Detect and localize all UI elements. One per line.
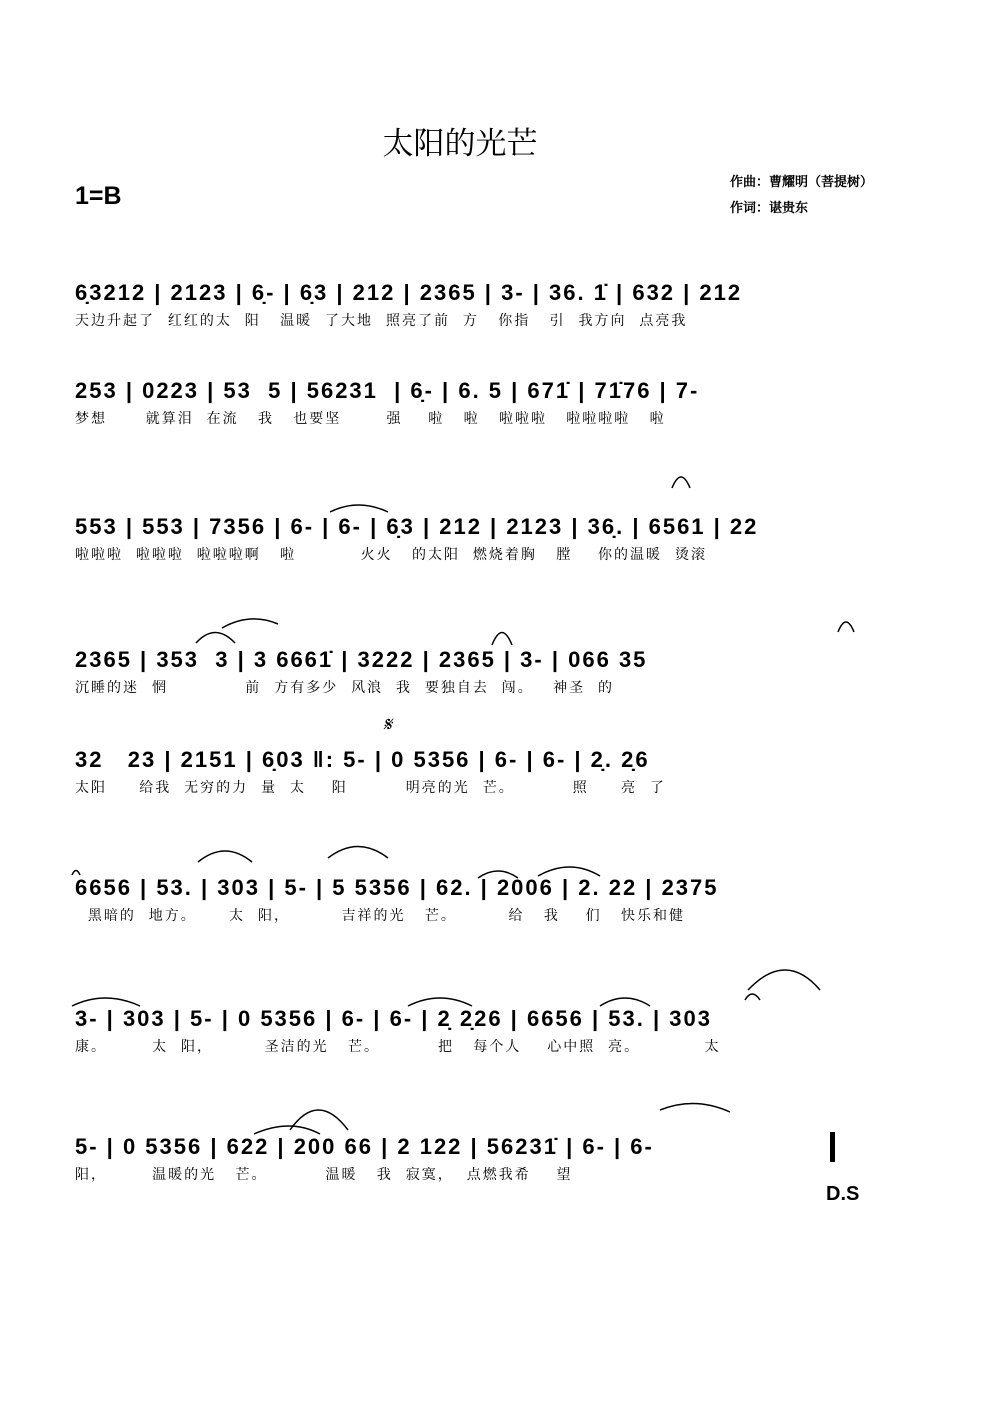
notes-line-6: 6656 | 53. | 303 | 5- | 5 5356 | 62. | 2006 | 2. 22 | 2375 xyxy=(75,875,719,900)
slur-arc xyxy=(222,619,278,628)
lyrics-line-1: 天边升起了 红红的太 阳 温暖 了大地 照亮了前 方 你指 引 我方向 点亮我 xyxy=(75,313,688,329)
slur-arc xyxy=(328,847,388,859)
tie-arc xyxy=(330,505,388,512)
notes-line-4: 2365 | 353 3 | 3 6661̇ | 3222 | 2365 | 3- | 066 35 xyxy=(75,647,648,672)
credits xyxy=(730,170,873,222)
slur-arc xyxy=(196,633,235,644)
score-line-2 xyxy=(75,376,885,466)
lyrics-line-4: 沉睡的迷 惘 前 方有多少 风浪 我 要独自去 闯。 神圣 的 xyxy=(75,680,615,696)
lyrics-line-2: 梦想 就算泪 在流 我 也要坚 强 啦 啦 啦啦啦 啦啦啦啦 啦 xyxy=(75,411,666,427)
score-line-3 xyxy=(75,512,885,602)
final-barline xyxy=(830,1132,835,1162)
segno-mark: 𝄋 xyxy=(383,712,392,736)
score-line-5 xyxy=(75,745,885,835)
notes-line-8: 5- | 0 5356 | 622 | 200 66 | 2 122 | 56231̇ | 6- | 6- xyxy=(75,1134,654,1159)
dal-segno-mark: D.S xyxy=(826,1183,860,1205)
score-line-4 xyxy=(75,645,885,735)
lyrics-line-8: 阳， 温暖的光 芒。 温暖 我 寂寞， 点燃我希 望 xyxy=(75,1167,573,1183)
page-title: 太阳的光芒 xyxy=(382,126,538,162)
fermata-arc xyxy=(672,477,690,488)
fermata-arc xyxy=(838,622,854,632)
fermata-arc xyxy=(492,633,512,646)
lyrics-line-5: 太阳 给我 无穷的力 量 太 阳 明亮的光 芒。 照 亮 了 xyxy=(75,780,666,796)
notes-line-1: 6̣3212 | 2123 | 6̣- | 6̣3 | 212 | 2365 | 3- | 36. 1̇ | 632 | 212 xyxy=(75,280,743,305)
score-line-7 xyxy=(75,1004,885,1094)
tie-arc xyxy=(745,994,760,1000)
notes-line-7: 3- | 303 | 5- | 0 5356 | 6- | 6- | 2̣ 2̣26 | 6656 | 53. | 303 xyxy=(75,1006,712,1031)
notes-line-5: 32 23 | 2151 | 6̣03 ‖: 5- | 0 5356 | 6- | 6- | 2̣. 2̣6 xyxy=(75,747,650,772)
slur-arc xyxy=(748,970,820,990)
lyricist-credit: 作词：谌贵东 xyxy=(730,201,809,216)
lyrics-line-6: 黑暗的 地方。 太 阳， 吉祥的光 芒。 给 我 们 快乐和健 xyxy=(75,908,686,924)
slur-arc xyxy=(290,1110,348,1130)
composer-credit: 作曲：曹耀明（菩提树） xyxy=(730,175,874,190)
notes-line-3: 553 | 553 | 7356 | 6- | 6- | 6̣3 | 212 | 2123 | 36̣. | 6561 | 22 xyxy=(75,514,759,539)
lyrics-line-7: 康。 太 阳， 圣洁的光 芒。 把 每个人 心中照 亮。 太 xyxy=(75,1039,721,1055)
lyrics-line-3: 啦啦啦 啦啦啦 啦啦啦啊 啦 火火 的太阳 燃烧着胸 膛 你的温暖 烫滚 xyxy=(75,547,707,563)
score-line-6 xyxy=(75,873,885,963)
score-line-8 xyxy=(75,1132,885,1222)
score-line-1 xyxy=(75,278,885,368)
key-signature: 1=B xyxy=(75,182,122,210)
slur-arc xyxy=(660,1103,730,1112)
notes-line-2: 253 | 0223 | 53 5 | 56231 | 6̣- | 6. 5 | 671̇ | 71̇76 | 7- xyxy=(75,378,700,403)
slur-arc xyxy=(198,851,252,862)
